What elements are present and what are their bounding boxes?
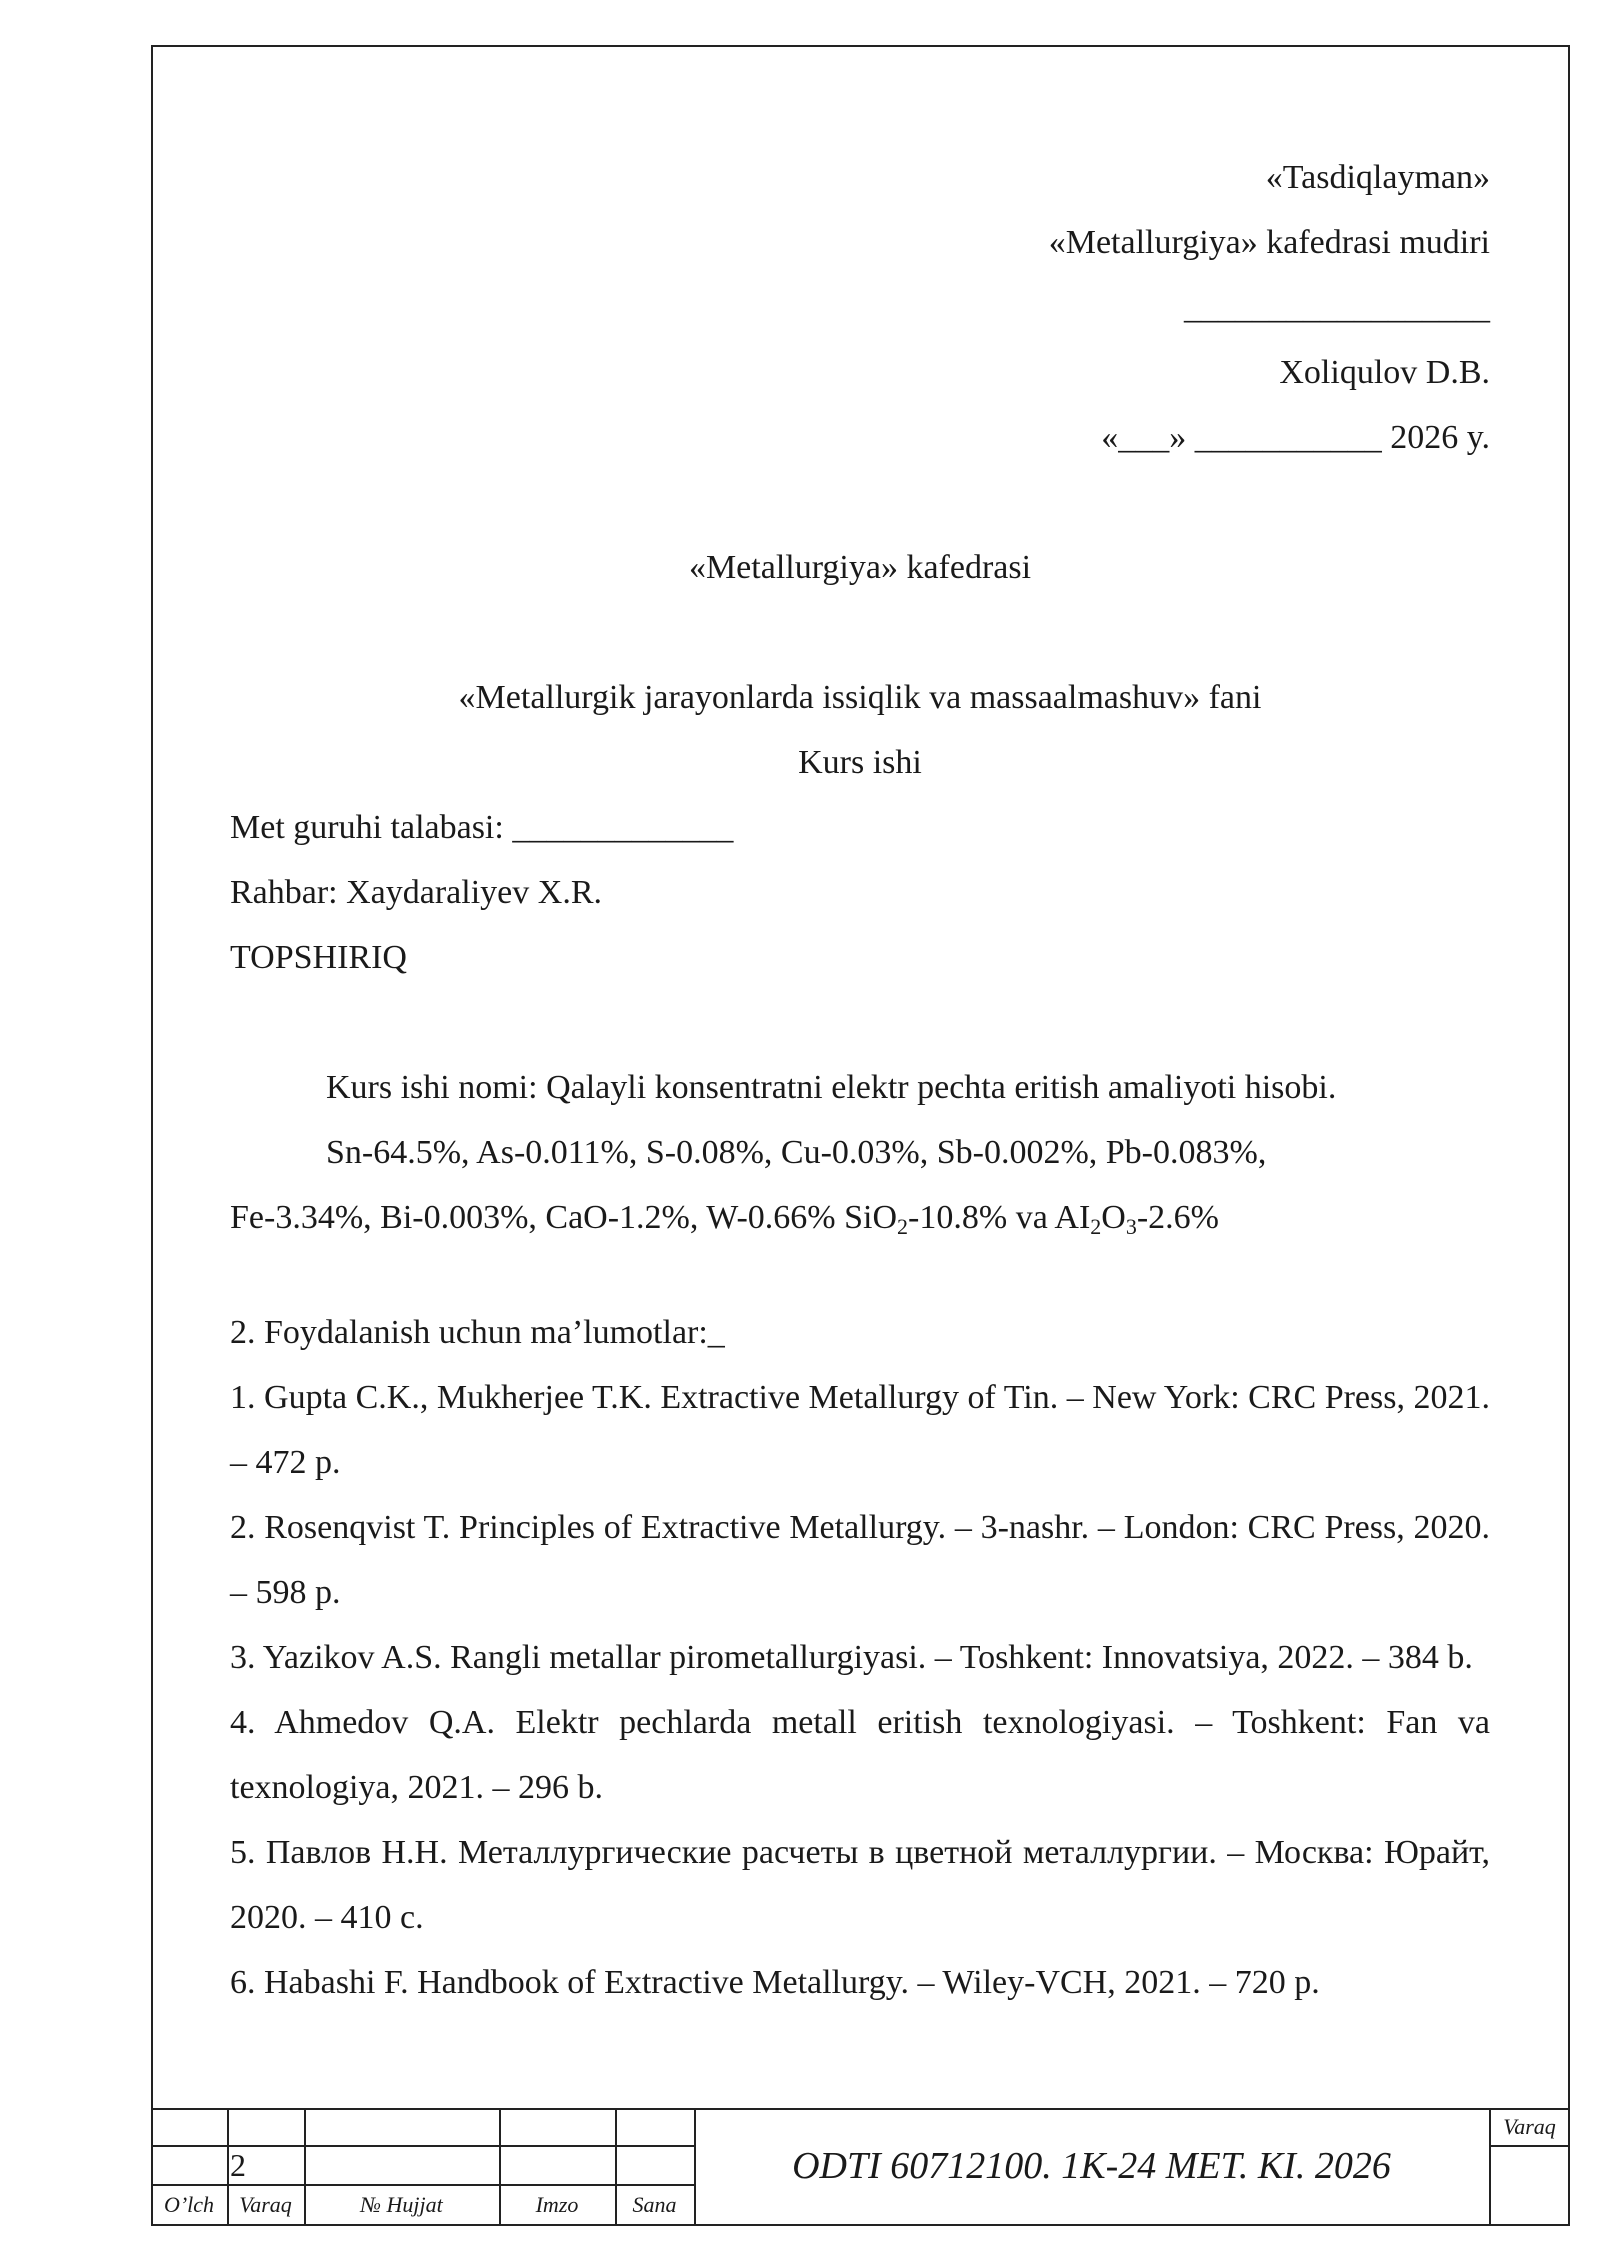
title-block (151, 2108, 1570, 2226)
supervisor-field: Rahbar: Xaydaraliyev X.R. (230, 874, 602, 911)
label-olch: O’lch (163, 2192, 215, 2217)
label-sana: Sana (632, 2192, 677, 2217)
reference-item: 1. Gupta C.K., Mukherjee T.K. Extractive Metallurgy of Tin. – New York: CRC Press, 2021. – 472 p. (230, 1379, 1490, 1481)
reference-item: 5. Павлов Н.Н. Металлургические расчеты в цветной металлургии. – Москва: Юрайт, 2020. – 410 с. (230, 1834, 1490, 1936)
label-imzo: Imzo (535, 2192, 579, 2217)
document-body (230, 145, 1490, 2015)
task-title: TOPSHIRIQ (230, 939, 407, 976)
composition-line-2: Fe-3.34%, Bi-0.003%, CaO-1.2%, W-0.66% SiO$_2$-10.8% va $AI_2O_3-2.6\%$ (230, 1199, 1220, 1239)
document-code: ODTI 60712100. 1K-24 MET. KI. 2026 (792, 2145, 1391, 2187)
reference-item: 2. Rosenqvist T. Principles of Extractive Metallurgy. – 3-nashr. – London: CRC Press, 2020. – 598 p. (230, 1509, 1490, 1611)
label-varaq-right: Varaq (1503, 2114, 1556, 2139)
course-work-name: Kurs ishi nomi: Qalayli konsentratni elektr pechta eritish amaliyoti hisobi. (326, 1069, 1337, 1106)
reference-item: 3. Yazikov A.S. Rangli metallar pirometallurgiyasi. – Toshkent: Innovatsiya, 2022. – 384 b. (230, 1639, 1473, 1676)
approval-name: Xoliqulov D.B. (1279, 354, 1490, 391)
composition-line-1: Sn-64.5%, As-0.011%, S-0.08%, Cu-0.03%, Sb-0.002%, Pb-0.083%, (326, 1134, 1267, 1171)
subject-title: «Metallurgik jarayonlarda issiqlik va massaalmashuv» fani (458, 679, 1262, 716)
student-field: Met guruhi talabasi: _____________ (230, 809, 734, 846)
approval-approve: «Tasdiqlayman» (1265, 159, 1490, 196)
sheet-number: 2 (230, 2147, 246, 2183)
references-heading: 2. Foydalanish uchun ma’lumotlar:_ (230, 1314, 725, 1351)
approval-head: «Metallurgiya» kafedrasi mudiri (1048, 224, 1490, 261)
approval-date: «___» ___________ 2026 y. (1101, 419, 1490, 456)
label-varaq: Varaq (239, 2192, 292, 2217)
department-title: «Metallurgiya» kafedrasi (688, 549, 1032, 586)
work-type: Kurs ishi (798, 744, 922, 781)
reference-item: 6. Habashi F. Handbook of Extractive Metallurgy. – Wiley-VCH, 2021. – 720 p. (230, 1964, 1320, 2001)
label-hujjat: № Hujjat (360, 2192, 443, 2217)
reference-item: 4. Ahmedov Q.A. Elektr pechlarda metall eritish texnologiyasi. – Toshkent: Fan va texnologiya, 2021. – 296 b. (230, 1704, 1490, 1806)
approval-signature-line: __________________ (1184, 289, 1490, 326)
